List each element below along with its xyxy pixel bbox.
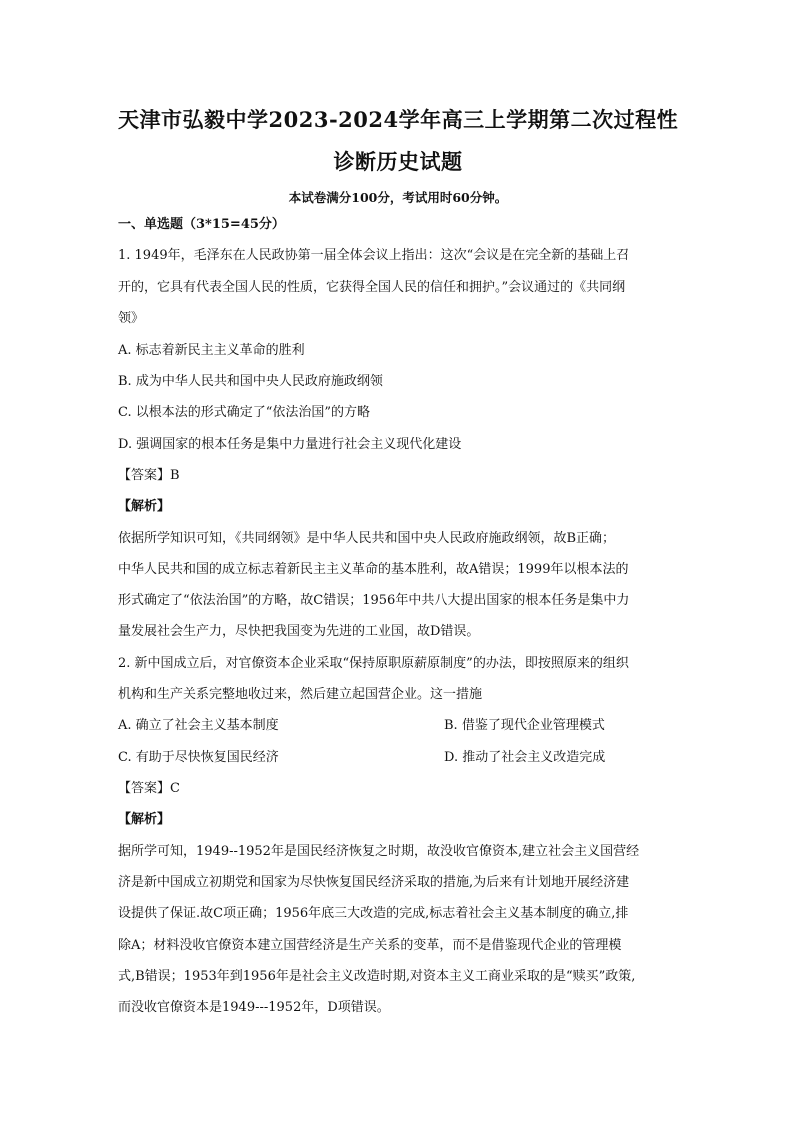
q1-analysis-line: 依据所学知识可知，《共同纲领》是中华人民共和国中央人民政府施政纲领，故B正确； xyxy=(118,531,616,546)
q1-analysis-line: 量发展社会生产力，尽快把我国变为先进的工业国，故D错误。 xyxy=(118,624,480,639)
q2-option-a: A. 确立了社会主义基本制度 xyxy=(118,718,279,733)
q2-analysis-label: 【解析】 xyxy=(118,812,171,827)
page-title-line2: 诊断历史试题 xyxy=(333,149,463,174)
q1-analysis-label: 【解析】 xyxy=(118,499,171,514)
q1-option-d: D. 强调国家的根本任务是集中力量进行社会主义现代化建设 xyxy=(118,437,462,452)
exam-note: 本试卷满分100分，考试用时60分钟。 xyxy=(288,190,508,205)
q1-option-a: A. 标志着新民主主义革命的胜利 xyxy=(118,343,305,358)
section-heading: 一、单选题（3*15=45分） xyxy=(118,217,285,232)
q2-option-d: D. 推动了社会主义改造完成 xyxy=(444,750,606,765)
q1-option-c: C. 以根本法的形式确定了“依法治国”的方略 xyxy=(118,405,371,420)
q2-analysis-line: 设提供了保证.故C项正确；1956年底三大改造的完成,标志着社会主义基本制度的确立,排 xyxy=(118,906,629,921)
q2-analysis-line: 而没收官僚资本是1949---1952年，D项错误。 xyxy=(118,1000,390,1015)
q2-stem-line: 2. 新中国成立后，对官僚资本企业采取“保持原职原薪原制度”的办法，即按照原来的组织 xyxy=(118,656,629,671)
q2-analysis-line: 式,B错误；1953年到1956年是社会主义改造时期,对资本主义工商业采取的是“赎买”政策, xyxy=(118,969,636,984)
q1-stem-line: 1. 1949年，毛泽东在人民政协第一届全体会议上指出：这次“会议是在完全新的基础上召 xyxy=(118,248,630,263)
q2-analysis-line: 除A；材料没收官僚资本建立国营经济是生产关系的变革，而不是借鉴现代企业的管理模 xyxy=(118,938,622,953)
q1-stem-line: 开的，它具有代表全国人民的性质，它获得全国人民的信任和拥护。”会议通过的《共同纲 xyxy=(118,280,626,295)
q1-option-b: B. 成为中华人民共和国中央人民政府施政纲领 xyxy=(118,374,383,389)
q1-analysis-line: 形式确定了“依法治国”的方略，故C错误；1956年中共八大提出国家的根本任务是集中力 xyxy=(118,593,630,608)
q2-option-c: C. 有助于尽快恢复国民经济 xyxy=(118,750,279,765)
q1-stem-line: 领》 xyxy=(118,311,145,326)
q2-stem-line: 机构和生产关系完整地收过来，然后建立起国营企业。这一措施 xyxy=(118,687,483,702)
q2-analysis-line: 据所学可知，1949--1952年是国民经济恢复之时期，故没收官僚资本,建立社会主义国营经 xyxy=(118,844,640,859)
q2-answer: 【答案】C xyxy=(118,781,180,796)
q2-option-b: B. 借鉴了现代企业管理模式 xyxy=(444,718,605,733)
q1-analysis-line: 中华人民共和国的成立标志着新民主主义革命的基本胜利，故A错误；1999年以根本法的 xyxy=(118,562,629,577)
q1-answer: 【答案】B xyxy=(118,468,180,483)
page-title: 天津市弘毅中学2023-2024学年高三上学期第二次过程性 xyxy=(118,107,679,132)
q2-analysis-line: 济是新中国成立初期党和国家为尽快恢复国民经济采取的措施,为后来有计划地开展经济建 xyxy=(118,875,630,890)
